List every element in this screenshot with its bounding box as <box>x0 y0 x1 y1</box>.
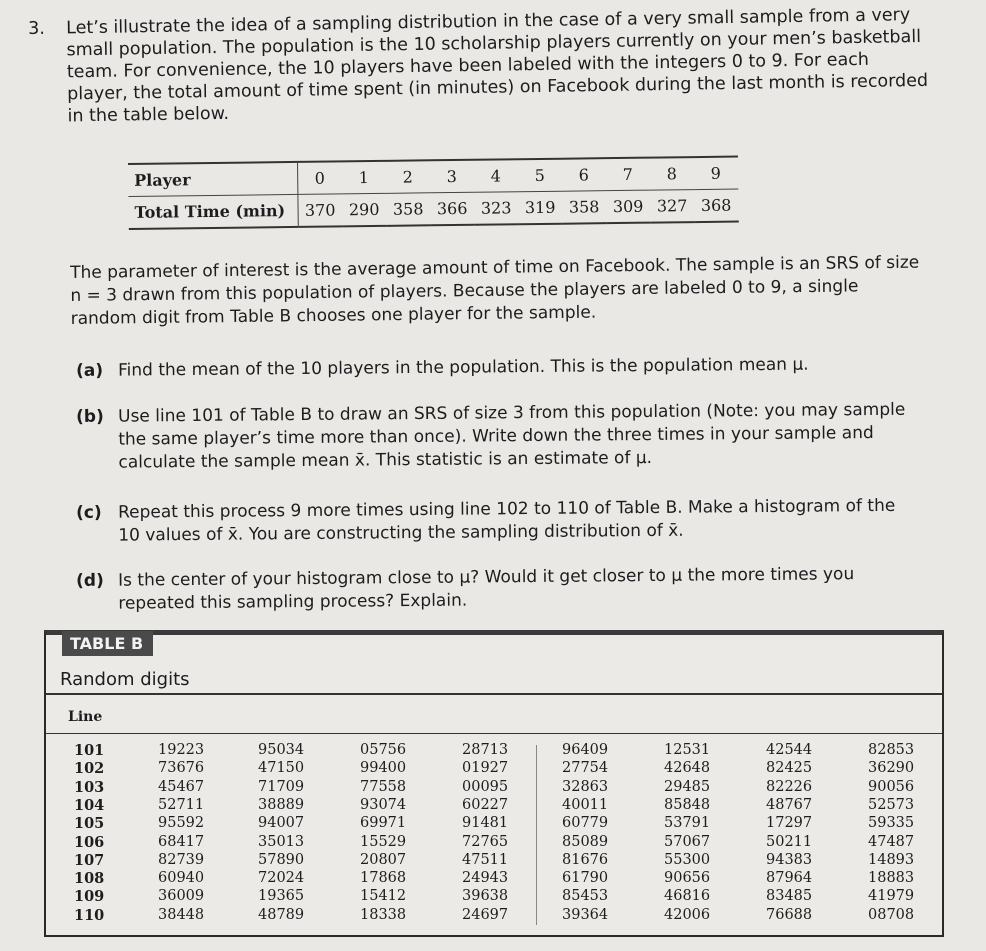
digit-group: 61790 <box>562 870 609 887</box>
table-b-badge: TABLE B <box>62 631 153 656</box>
divider <box>46 733 942 734</box>
digit-group: 08708 <box>868 906 915 923</box>
digit-group: 83485 <box>766 888 813 905</box>
column-divider <box>536 745 537 925</box>
digit-group: 73676 <box>158 760 205 777</box>
digit-group: 72024 <box>258 870 305 887</box>
digit-group: 27754 <box>562 760 609 777</box>
digit-group: 96409 <box>562 742 609 758</box>
digit-group: 18338 <box>360 906 407 923</box>
digit-group: 36290 <box>868 760 915 777</box>
digit-group: 52711 <box>158 796 205 813</box>
digit-group: 38448 <box>158 906 205 923</box>
divider <box>46 693 942 695</box>
player-cell: 6 <box>562 158 606 191</box>
time-cell: 366 <box>430 192 474 225</box>
time-cell: 358 <box>562 191 606 224</box>
digit-group: 60940 <box>158 870 205 887</box>
digit-group: 68417 <box>158 833 205 850</box>
digit-group: 45467 <box>158 778 205 795</box>
digit-group: 90056 <box>868 778 915 795</box>
part-c-text: Repeat this process 9 more times using line 102 to 110 of Table B. Make a histogram of the 10 values of x̄. You are constructing the sampling distribution of x̄. <box>118 495 896 546</box>
digit-group: 17868 <box>360 870 407 887</box>
part-d <box>76 563 916 616</box>
digit-group: 47487 <box>868 833 915 850</box>
time-row <box>128 189 738 229</box>
digit-group: 28713 <box>462 742 509 758</box>
digit-group: 57890 <box>258 851 305 868</box>
digit-group: 93074 <box>360 796 407 813</box>
digit-group: 90656 <box>664 870 711 887</box>
part-a-label: (a) <box>76 360 104 381</box>
digit-group: 99400 <box>360 760 407 777</box>
digit-group: 85453 <box>562 888 609 905</box>
digit-group: 42648 <box>664 760 711 777</box>
digit-group: 01927 <box>462 760 509 777</box>
part-a-text: Find the mean of the 10 players in the population. This is the population mean μ. <box>118 354 809 381</box>
part-c-label: (c) <box>76 502 102 523</box>
line-number: 104 <box>74 796 105 814</box>
digit-group: 76688 <box>766 906 813 923</box>
digit-group: 17297 <box>766 815 813 832</box>
part-a <box>76 353 916 383</box>
player-cell: 8 <box>650 157 694 190</box>
line-number: 105 <box>74 815 105 833</box>
digit-group: 91481 <box>462 815 509 832</box>
digit-group: 24697 <box>462 906 509 923</box>
digit-group: 19365 <box>258 888 305 905</box>
digit-group: 42544 <box>766 742 813 758</box>
digit-group: 14893 <box>868 851 915 868</box>
digit-group: 47150 <box>258 760 305 777</box>
player-row-label: Player <box>128 162 297 197</box>
digit-group: 20807 <box>360 851 407 868</box>
problem-intro <box>28 4 930 128</box>
digit-group: 82853 <box>868 742 915 758</box>
part-d-label: (d) <box>76 570 104 591</box>
time-row-label: Total Time (min) <box>128 194 297 229</box>
player-cell: 9 <box>694 157 738 190</box>
time-cell: 358 <box>386 193 430 226</box>
digit-group: 32863 <box>562 778 609 795</box>
line-number: 103 <box>74 778 105 796</box>
digit-group: 46816 <box>664 888 711 905</box>
line-number: 102 <box>74 760 105 778</box>
digit-group: 85089 <box>562 833 609 850</box>
digit-group: 53791 <box>664 815 711 832</box>
time-cell: 323 <box>474 192 518 225</box>
problem-intro-text: Let’s illustrate the idea of a sampling distribution in the case of a very small sample from a very small population. The population is the 10 scholarship players currently on your men’s basketball team. For convenience, the 10 players have been labeled with the integers 0 to 9. For each player, the total amount of time spent (in minutes) on Facebook during the last month is recorded in the table below. <box>66 5 929 127</box>
digit-group: 12531 <box>664 742 711 758</box>
digit-group: 50211 <box>766 833 813 850</box>
digit-group: 72765 <box>462 833 509 850</box>
digit-group: 77558 <box>360 778 407 795</box>
digit-group: 87964 <box>766 870 813 887</box>
digit-group: 95592 <box>158 815 205 832</box>
digit-group: 71709 <box>258 778 305 795</box>
digit-group: 52573 <box>868 796 915 813</box>
time-cell: 309 <box>606 190 650 223</box>
digit-group: 85848 <box>664 796 711 813</box>
digit-group: 55300 <box>664 851 711 868</box>
digit-group: 48767 <box>766 796 813 813</box>
digit-group: 15529 <box>360 833 407 850</box>
line-number: 106 <box>74 833 105 851</box>
time-cell: 290 <box>342 193 386 226</box>
digit-group: 24943 <box>462 870 509 887</box>
digit-group: 36009 <box>158 888 205 905</box>
digit-group: 29485 <box>664 778 711 795</box>
line-column-header: Line <box>68 709 103 725</box>
player-cell: 0 <box>297 161 342 194</box>
player-cell: 4 <box>474 159 518 192</box>
player-cell: 7 <box>606 158 650 191</box>
digit-group: 82425 <box>766 760 813 777</box>
digit-group: 94007 <box>258 815 305 832</box>
part-b-label: (b) <box>76 406 104 427</box>
table-b-subtitle: Random digits <box>60 669 190 690</box>
digit-group: 40011 <box>562 796 609 813</box>
time-cell: 319 <box>518 191 562 224</box>
digit-group: 60227 <box>462 796 509 813</box>
line-number: 107 <box>74 851 105 869</box>
line-number: 110 <box>74 906 105 924</box>
digit-group: 38889 <box>258 796 305 813</box>
part-d-text: Is the center of your histogram close to μ? Would it get closer to μ the more times you repeated this sampling process? Explain. <box>118 564 855 614</box>
digit-group: 47511 <box>462 851 509 868</box>
digit-group: 94383 <box>766 851 813 868</box>
player-cell: 3 <box>430 160 474 193</box>
digit-group: 39638 <box>462 888 509 905</box>
digit-group: 00095 <box>462 778 509 795</box>
part-c <box>76 495 916 548</box>
time-cell: 368 <box>694 189 738 222</box>
digit-group: 05756 <box>360 742 407 758</box>
digit-group: 19223 <box>158 742 205 758</box>
line-number: 108 <box>74 870 105 888</box>
part-b <box>76 399 917 475</box>
player-cell: 2 <box>386 160 430 193</box>
digit-group: 59335 <box>868 815 915 832</box>
digit-group: 15412 <box>360 888 407 905</box>
table-b-random-digits <box>44 630 944 937</box>
digit-group: 95034 <box>258 742 305 758</box>
part-b-text: Use line 101 of Table B to draw an SRS of size 3 from this population (Note: you may sample the same player’s time more than once). Write down the three times in your sample and calculate the sample mean x̄. This statistic is an estimate of μ. <box>118 399 906 473</box>
line-number: 101 <box>74 742 105 759</box>
digit-group: 48789 <box>258 906 305 923</box>
time-cell: 327 <box>650 190 694 223</box>
line-number: 109 <box>74 888 105 906</box>
digit-group: 60779 <box>562 815 609 832</box>
digit-group: 18883 <box>868 870 915 887</box>
digit-group: 41979 <box>868 888 915 905</box>
player-cell: 1 <box>342 161 386 194</box>
digit-group: 82739 <box>158 851 205 868</box>
player-cell: 5 <box>518 159 562 192</box>
digit-group: 81676 <box>562 851 609 868</box>
problem-number: 3. <box>28 18 46 39</box>
player-time-table <box>128 156 738 230</box>
parameter-paragraph: The parameter of interest is the average amount of time on Facebook. The sample is an SRS of size n = 3 drawn from this population of players. Because the players are labeled 0 to 9, a single random digit from Table B chooses one player for the sample. <box>70 252 920 329</box>
digit-group: 35013 <box>258 833 305 850</box>
digit-group: 57067 <box>664 833 711 850</box>
digit-group: 69971 <box>360 815 407 832</box>
time-cell: 370 <box>297 194 342 227</box>
digit-group: 82226 <box>766 778 813 795</box>
digit-group: 39364 <box>562 906 609 923</box>
digit-group: 42006 <box>664 906 711 923</box>
